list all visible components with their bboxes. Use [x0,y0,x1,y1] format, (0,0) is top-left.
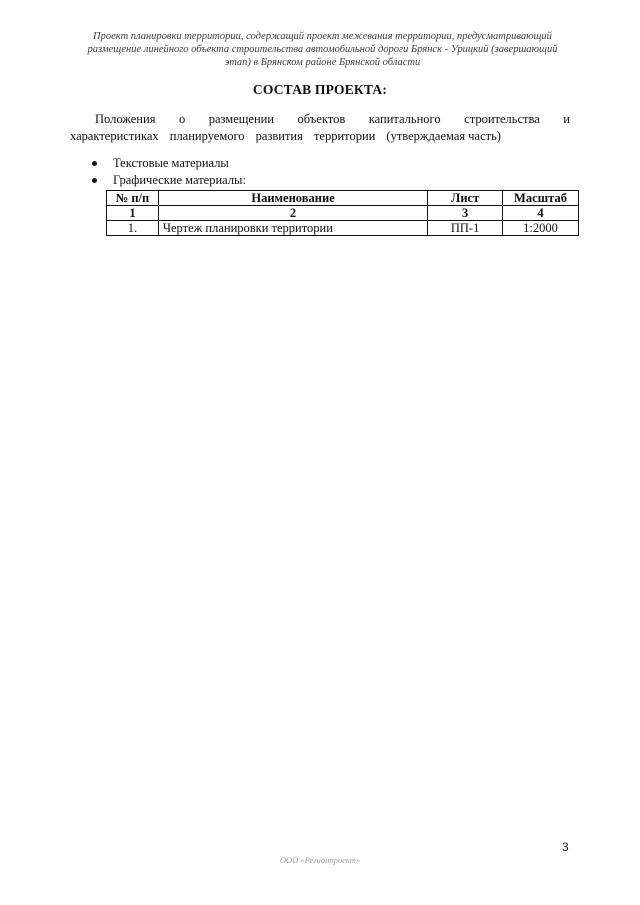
intro-word: (утверждаемая часть) [386,129,501,143]
intro-word: о [178,112,186,126]
column-number: 1 [107,206,159,221]
intro-word: характеристиках [70,129,159,143]
column-header-scale: Масштаб [503,191,579,206]
intro-line [70,128,501,145]
page-number: 3 [562,840,569,854]
cell-name: Чертеж планировки территории [158,221,427,236]
materials-list [92,155,246,189]
intro-paragraph [70,111,570,145]
intro-word: территории [313,129,376,143]
footer-watermark: ООО «Регионпроект» [279,855,361,865]
cell-number: 1. [107,221,159,236]
intro-word: планируемого [169,129,245,143]
list-item-label: Текстовые материалы [113,156,229,170]
column-header-name: Наименование [158,191,427,206]
intro-word: и [563,112,570,126]
list-item [92,172,246,189]
table-header-row [107,191,579,206]
column-header-sheet: Лист [428,191,503,206]
intro-word: капитального [368,112,441,126]
graphic-materials-table [106,190,579,236]
column-header-number: № п/п [107,191,159,206]
intro-word: размещении [208,112,275,126]
column-number-row [107,206,579,221]
intro-line [70,111,570,128]
intro-word: Положения [95,112,156,126]
list-item-label: Графические материалы: [113,173,246,187]
intro-word: строительства [464,112,540,126]
list-item [92,155,246,172]
column-number: 3 [428,206,503,221]
bullet-icon [92,178,97,183]
cell-scale: 1:2000 [503,221,579,236]
bullet-icon [92,161,97,166]
column-number: 4 [503,206,579,221]
running-header-line: Проект планировки территории, содержащий проект межевания территории, предусматривающий [93,31,552,42]
running-header-line: размещение линейного объекта строительства автомобильной дороги Брянск - Урицкий (завершающий [87,44,558,55]
running-header [70,30,575,69]
table-row [107,221,579,236]
page-title: СОСТАВ ПРОЕКТА: [252,82,388,97]
intro-word: объектов [297,112,346,126]
running-header-line: этап) в Брянском районе Брянской области [224,57,421,68]
column-number: 2 [158,206,427,221]
cell-sheet: ПП-1 [428,221,503,236]
intro-word: развития [255,129,303,143]
